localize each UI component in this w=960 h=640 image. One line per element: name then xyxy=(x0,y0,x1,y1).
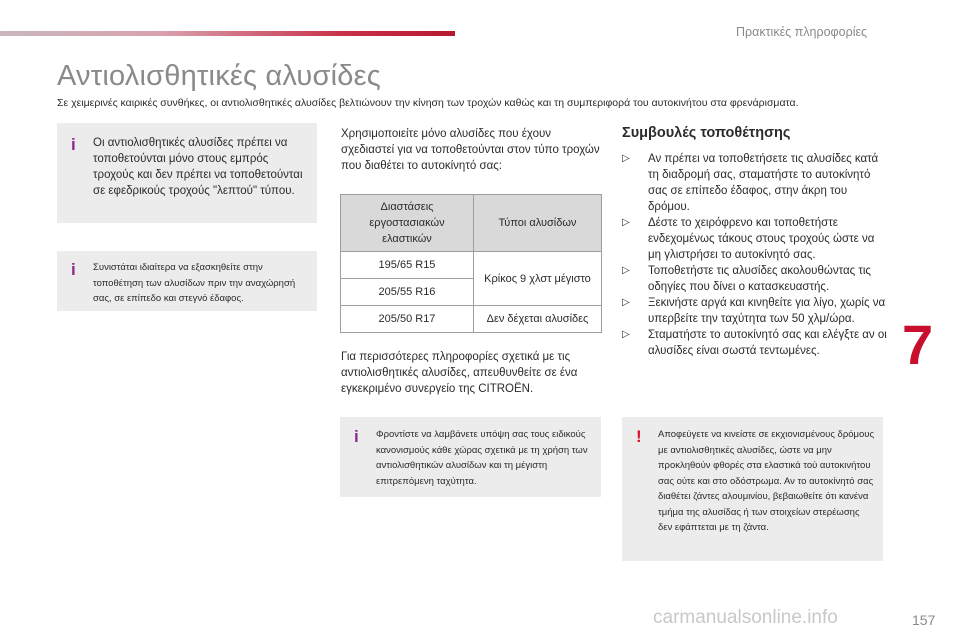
arrow-bullet-icon: ▷ xyxy=(622,297,630,308)
arrow-bullet-icon: ▷ xyxy=(622,217,630,228)
chains-intro-text: Χρησιμοποιείτε μόνο αλυσίδες που έχουν σχεδιαστεί για να τοποθετούνται στον τύπο τροχών που διαθέτει το αυτοκίνητό σας: xyxy=(341,128,600,172)
tip-text: Σταματήστε το αυτοκίνητό σας και ελέγξτε αν οι αλυσίδες είναι σωστά τεντωμένες. xyxy=(648,329,887,357)
chain-type-cell: Δεν δέχεται αλυσίδες xyxy=(474,306,602,333)
tip-text: Δέστε το χειρόφρενο και τοποθετήστε ενδεχομένως τάκους στους τροχούς ώστε να μη γλιστρήσει το αυτοκίνητό σας. xyxy=(648,217,875,261)
info-icon: i xyxy=(71,260,76,279)
warning-box-text: Αποφεύγετε να κινείστε σε εκχιονισμένους δρόμους με αντιολισθητικές αλυσίδες, ώστε να μην προκληθούν φθορές στα ελαστικά τού αυτοκινήτου σας ούτε και στο οδόστρωμα. Αν το αυτοκίνητό σας διαθέτει ζάντες αλουμινίου, βεβαιωθείτε ότι κανένα τμήμα της αλυσίδας ή των στοιχείων στερέωσης δεν εφάπτεται με τη ζάντα. xyxy=(658,429,875,533)
section-label: Πρακτικές πληροφορίες xyxy=(736,25,868,39)
warning-icon: ! xyxy=(636,427,642,446)
dealer-note-text: Για περισσότερες πληροφορίες σχετικά με τις αντιολισθητικές αλυσίδες, απευθυνθείτε σε ένα εγκεκριμένο συνεργείο της CITROËN. xyxy=(341,351,578,395)
page-subtitle: Σε χειμερινές καιρικές συνθήκες, οι αντιολισθητικές αλυσίδες βελτιώνουν την κίνηση των τροχών καθώς και τη συμπεριφορά του αυτοκινήτου στα φρενάρισματα. xyxy=(57,97,799,109)
list-item xyxy=(622,327,890,359)
tips-list xyxy=(622,151,890,359)
tyre-size-cell: 205/55 R16 xyxy=(341,279,474,306)
list-item xyxy=(622,151,890,215)
table-header-tyre-size: Διαστάσεις εργοστασιακών ελαστικών xyxy=(341,195,474,252)
arrow-bullet-icon: ▷ xyxy=(622,153,630,164)
list-item xyxy=(622,295,890,327)
table-header-chain-type: Τύποι αλυσίδων xyxy=(474,195,602,252)
tyre-size-cell: 195/65 R15 xyxy=(341,252,474,279)
header-color-bar xyxy=(0,31,455,36)
chain-size-table xyxy=(340,194,602,333)
table-row xyxy=(341,252,602,279)
arrow-bullet-icon: ▷ xyxy=(622,329,630,340)
info-box-text: Οι αντιολισθητικές αλυσίδες πρέπει να τοποθετούνται μόνο στους εμπρός τροχούς και δεν πρέπει να τοποθετούνται σε εφεδρικούς τροχούς "λεπτού" τύπου. xyxy=(93,137,303,197)
info-box-practice xyxy=(57,251,317,311)
page-number: 157 xyxy=(912,612,936,628)
tip-text: Αν πρέπει να τοποθετήσετε τις αλυσίδες κατά τη διαδρομή σας, σταματήστε το αυτοκίνητό σας σε επίπεδο έδαφος, στην άκρη του δρόμου. xyxy=(648,153,879,213)
info-box-text: Συνιστάται ιδιαίτερα να εξασκηθείτε στην τοποθέτηση των αλυσίδων πριν την αναχώρησή σας, σε επίπεδο και στεγνό έδαφος. xyxy=(93,262,296,304)
list-item xyxy=(622,263,890,295)
info-icon: i xyxy=(354,427,359,446)
info-box-text: Φροντίστε να λαμβάνετε υπόψη σας τους ειδικούς κανονισμούς κάθε χώρας σχετικά με τη χρήση των αντιολισθητικών αλυσίδων και τη μέγιστη επιτρεπόμενη ταχύτητα. xyxy=(376,429,588,487)
chapter-number: 7 xyxy=(902,313,934,376)
tips-title: Συμβουλές τοποθέτησης xyxy=(622,125,791,141)
tip-text: Τοποθετήστε τις αλυσίδες ακολουθώντας τις οδηγίες που δίνει ο κατασκευαστής. xyxy=(648,265,871,293)
tyre-size-cell: 205/50 R17 xyxy=(341,306,474,333)
watermark: carmanualsonline.info xyxy=(653,607,838,628)
info-box-regulations xyxy=(340,417,601,497)
chain-type-cell: Κρίκος 9 χλστ μέγιστο xyxy=(474,252,602,306)
list-item xyxy=(622,215,890,263)
table-header-row xyxy=(341,195,602,252)
info-box-front-wheels xyxy=(57,123,317,223)
page-title: Αντιολισθητικές αλυσίδες xyxy=(57,60,381,92)
table-row xyxy=(341,306,602,333)
info-icon: i xyxy=(71,135,76,154)
warning-box-snow xyxy=(622,417,883,561)
arrow-bullet-icon: ▷ xyxy=(622,265,630,276)
tip-text: Ξεκινήστε αργά και κινηθείτε για λίγο, χωρίς να υπερβείτε την ταχύτητα των 50 χλμ/ώρα. xyxy=(648,297,886,325)
